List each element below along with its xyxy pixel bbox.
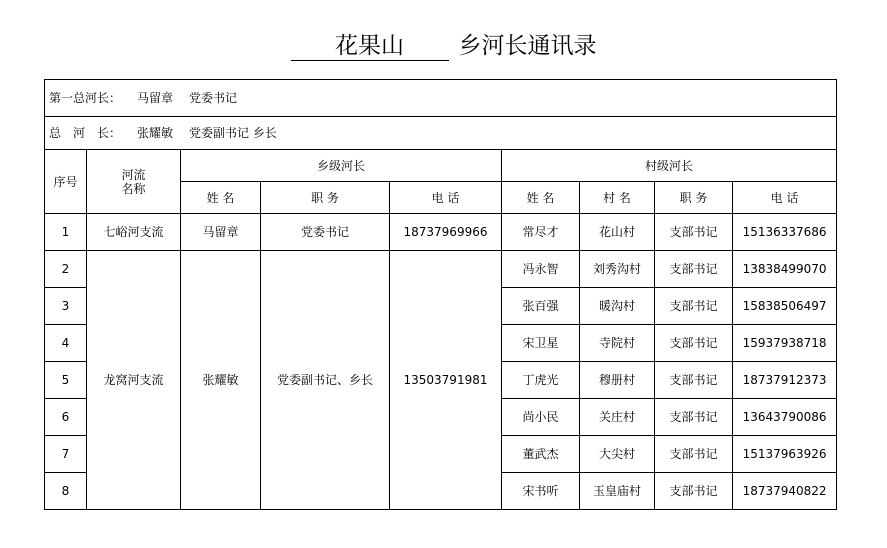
- seq-cell: 3: [45, 288, 87, 325]
- village-phone-cell: 13643790086: [733, 399, 837, 436]
- village-name-cell: 董武杰: [502, 436, 580, 473]
- village-phone-cell: 15137963926: [733, 436, 837, 473]
- village-phone-cell: 18737940822: [733, 473, 837, 510]
- contact-table: [44, 79, 837, 510]
- village-village-cell: 大尖村: [580, 436, 655, 473]
- village-name-cell: 宋书听: [502, 473, 580, 510]
- village-village-cell: 寺院村: [580, 325, 655, 362]
- header-village-phone: 电 话: [733, 182, 837, 214]
- general-chief-position: 党委书记: [189, 91, 238, 105]
- header-township-phone: 电 话: [390, 182, 502, 214]
- village-name-cell: 宋卫星: [502, 325, 580, 362]
- village-duty-cell: 支部书记: [655, 436, 733, 473]
- seq-cell: 4: [45, 325, 87, 362]
- township-duty-cell: 党委副书记、乡长: [261, 251, 390, 510]
- village-phone-cell: 15838506497: [733, 288, 837, 325]
- chief-position: 党委副书记 乡长: [189, 126, 277, 140]
- chief-label: 总 河 长：: [49, 126, 122, 140]
- general-chief-name: 马留章: [137, 91, 174, 105]
- village-duty-cell: 支部书记: [655, 325, 733, 362]
- village-name-cell: 丁虎光: [502, 362, 580, 399]
- table-row: [45, 251, 837, 288]
- village-phone-cell: 15136337686: [733, 214, 837, 251]
- village-duty-cell: 支部书记: [655, 362, 733, 399]
- village-name-cell: 尚小民: [502, 399, 580, 436]
- village-phone-cell: 15937938718: [733, 325, 837, 362]
- seq-cell: 1: [45, 214, 87, 251]
- chief-row: [45, 117, 837, 150]
- seq-cell: 8: [45, 473, 87, 510]
- village-village-cell: 关庄村: [580, 399, 655, 436]
- village-name-cell: 常尽才: [502, 214, 580, 251]
- page-title: [0, 32, 887, 61]
- title-rest: 乡河长通讯录: [458, 33, 597, 59]
- header-river: 河流名称: [87, 150, 181, 214]
- header-row-1: [45, 150, 837, 182]
- township-name-cell: 马留章: [181, 214, 261, 251]
- village-duty-cell: 支部书记: [655, 288, 733, 325]
- river-cell: 七峪河支流: [87, 214, 181, 251]
- village-phone-cell: 18737912373: [733, 362, 837, 399]
- header-village-group: 村级河长: [502, 150, 837, 182]
- header-village-duty: 职 务: [655, 182, 733, 214]
- header-township-group: 乡级河长: [181, 150, 502, 182]
- seq-cell: 5: [45, 362, 87, 399]
- township-phone-cell: 13503791981: [390, 251, 502, 510]
- header-township-duty: 职 务: [261, 182, 390, 214]
- village-name-cell: 冯永智: [502, 251, 580, 288]
- title-township: 花果山: [291, 32, 449, 61]
- general-chief-label: 第一总河长：: [49, 91, 122, 105]
- village-village-cell: 暖沟村: [580, 288, 655, 325]
- seq-cell: 7: [45, 436, 87, 473]
- village-duty-cell: 支部书记: [655, 399, 733, 436]
- header-township-name: 姓 名: [181, 182, 261, 214]
- township-name-cell: 张耀敏: [181, 251, 261, 510]
- seq-cell: 6: [45, 399, 87, 436]
- header-village-name: 姓 名: [502, 182, 580, 214]
- village-duty-cell: 支部书记: [655, 214, 733, 251]
- village-duty-cell: 支部书记: [655, 251, 733, 288]
- village-duty-cell: 支部书记: [655, 473, 733, 510]
- village-name-cell: 张百强: [502, 288, 580, 325]
- header-village-village: 村 名: [580, 182, 655, 214]
- village-village-cell: 玉皇庙村: [580, 473, 655, 510]
- river-cell: 龙窝河支流: [87, 251, 181, 510]
- seq-cell: 2: [45, 251, 87, 288]
- general-chief-row: [45, 80, 837, 117]
- village-village-cell: 穆册村: [580, 362, 655, 399]
- header-seq: 序号: [45, 150, 87, 214]
- table-row: [45, 214, 837, 251]
- village-village-cell: 刘秀沟村: [580, 251, 655, 288]
- chief-name: 张耀敏: [137, 126, 174, 140]
- village-phone-cell: 13838499070: [733, 251, 837, 288]
- township-phone-cell: 18737969966: [390, 214, 502, 251]
- village-village-cell: 花山村: [580, 214, 655, 251]
- township-duty-cell: 党委书记: [261, 214, 390, 251]
